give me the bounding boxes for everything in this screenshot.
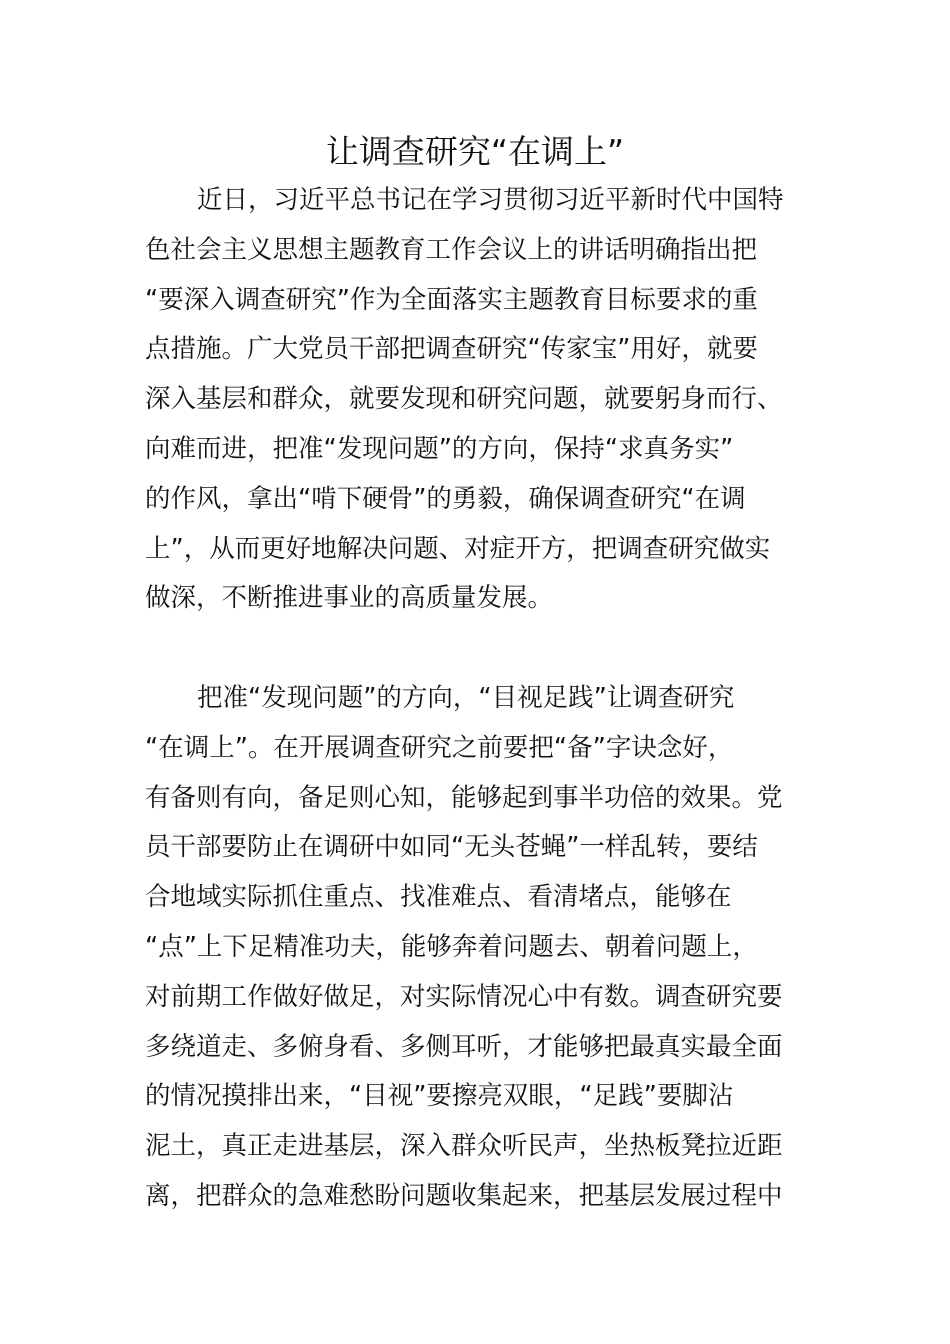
paragraph-line: “点”上下足精准功夫，能够奔着问题去、朝着问题上， [145, 931, 758, 962]
paragraph-line: 向难而进，把准“发现问题”的方向，保持“求真务实” [145, 433, 734, 464]
paragraph-line: 合地域实际抓住重点、找准难点、看清堵点，能够在 [145, 882, 732, 913]
paragraph-line: 离，把群众的急难愁盼问题收集起来，把基层发展过程中 [145, 1180, 783, 1211]
paragraph-section-one [145, 674, 815, 1222]
paragraph-line: 色社会主义思想主题教育工作会议上的讲话明确指出把 [145, 234, 758, 265]
paragraph-line: 上”，从而更好地解决问题、对症开方，把调查研究做实 [145, 533, 771, 564]
paragraph-line: 多绕道走、多俯身看、多侧耳听，才能够把最真实最全面 [145, 1031, 783, 1062]
paragraph-line: 把准“发现问题”的方向，“目视足践”让调查研究 [197, 683, 735, 713]
paragraph-line: 的作风，拿出“啃下硬骨”的勇毅，确保调查研究“在调 [145, 483, 746, 514]
paragraph-line: “要深入调查研究”作为全面落实主题教育目标要求的重 [145, 284, 758, 315]
document-title: 让调查研究“在调上” [325, 132, 625, 171]
paragraph-line: 近日，习近平总书记在学习贯彻习近平新时代中国特 [197, 185, 784, 215]
paragraph-line: 对前期工作做好做足，对实际情况心中有数。调查研究要 [145, 981, 783, 1012]
paragraph-line: 做深，不断推进事业的高质量发展。 [145, 583, 554, 614]
paragraph-intro [145, 176, 815, 624]
paragraph-line: 深入基层和群众，就要发现和研究问题，就要躬身而行、 [145, 384, 783, 415]
paragraph-line: 的情况摸排出来，“目视”要擦亮双眼，“足践”要脚沾 [145, 1081, 734, 1112]
paragraph-line: 有备则有向，备足则心知，能够起到事半功倍的效果。党 [145, 782, 783, 813]
paragraph-line: “在调上”。在开展调查研究之前要把“备”字诀念好， [145, 732, 734, 763]
paragraph-line: 点措施。广大党员干部把调查研究“传家宝”用好，就要 [145, 334, 758, 365]
paragraph-line: 员干部要防止在调研中如同“无头苍蝇”一样乱转，要结 [145, 832, 758, 863]
paragraph-line: 泥土，真正走进基层，深入群众听民声，坐热板凳拉近距 [145, 1131, 783, 1162]
